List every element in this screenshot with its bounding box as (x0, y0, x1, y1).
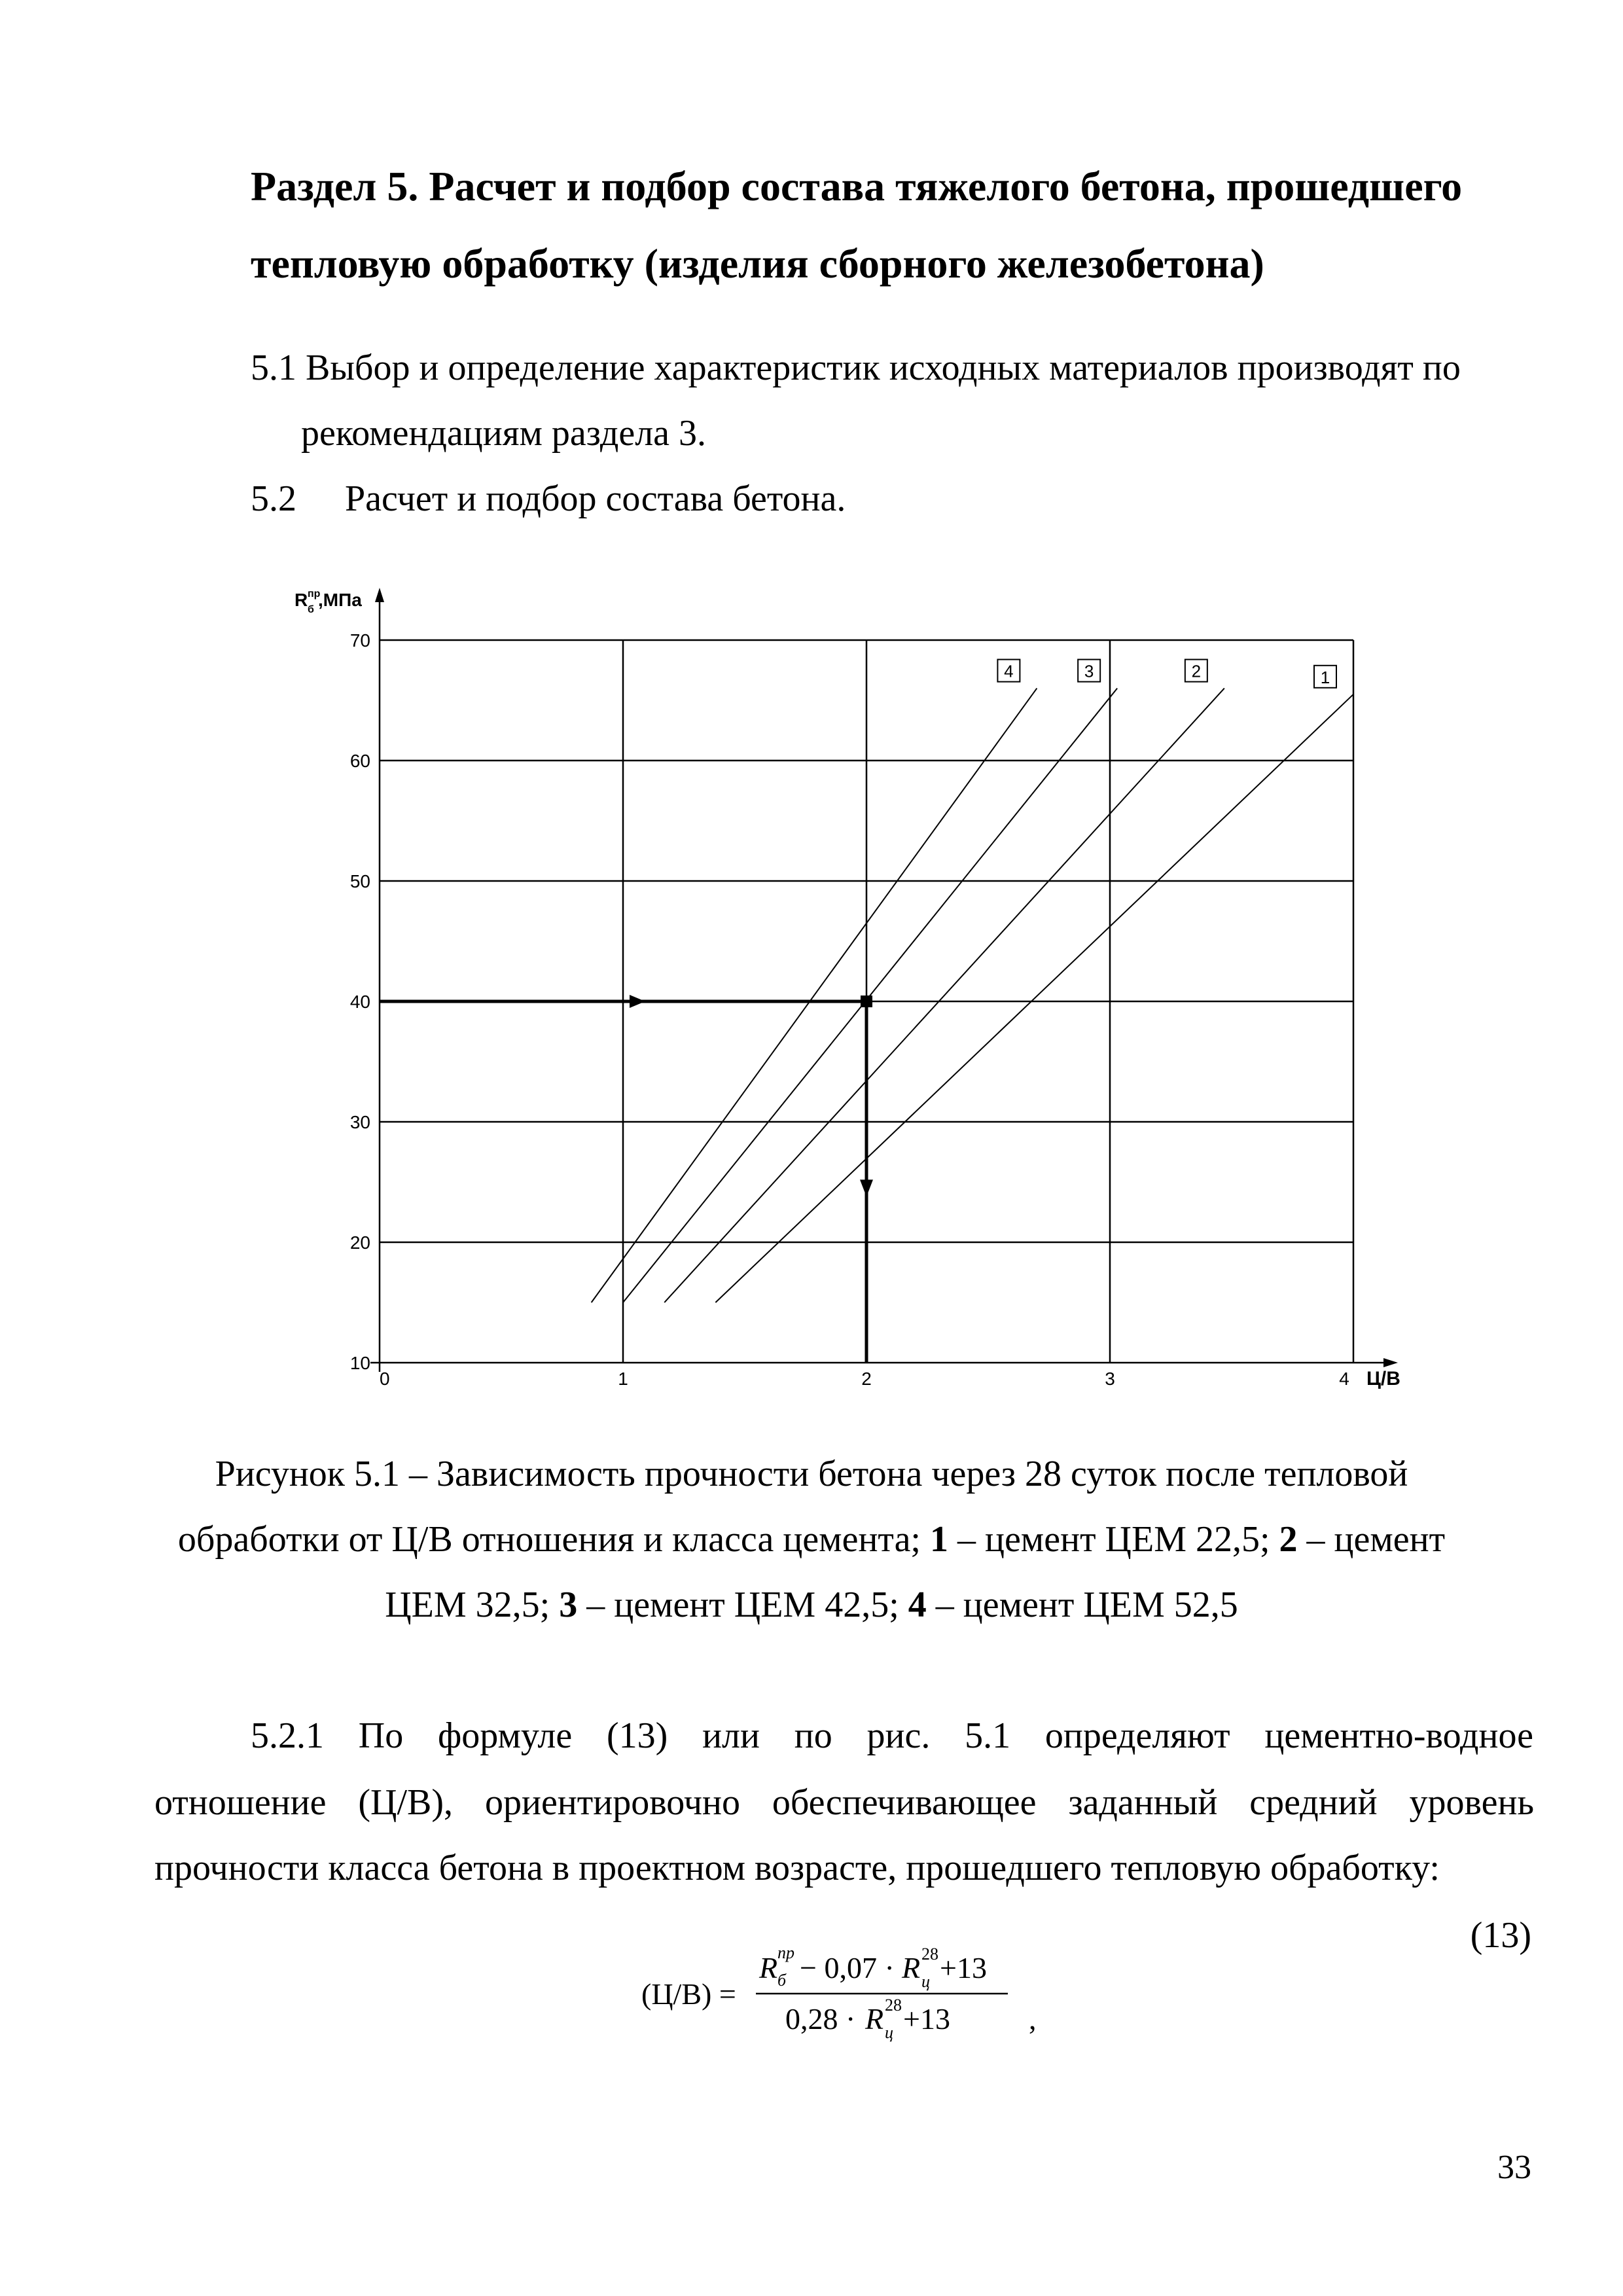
paragraph-5-1-line-1: 5.1 Выбор и определение характеристик исходных материалов производят по (251, 348, 1461, 388)
y-axis-arrow (375, 588, 384, 602)
caption-text: – цемент (1297, 1519, 1446, 1560)
caption-text: обработки от Ц/В отношения и класса цемента; (177, 1519, 930, 1560)
formula-sub-c: ц (885, 2023, 893, 2042)
formula-number: (13) (1470, 1915, 1531, 1956)
paragraph-5-2-1-line-2: отношение (Ц/В), ориентировочно обеспечивающее заданный средний уровень (154, 1782, 1534, 1823)
formula-den-pre: 0,28 · (785, 2002, 856, 2036)
paragraph-5-2-text: Расчет и подбор состава бетона. (345, 478, 846, 519)
y-axis-label-sup: пр (308, 588, 321, 600)
paragraph-5-2-1-line-3: прочности класса бетона в проектном возрасте, прошедшего тепловую обработку: (154, 1848, 1440, 1888)
annotation-point (861, 996, 872, 1007)
formula-sup-pr: пр (777, 1943, 794, 1962)
series-line-4 (592, 689, 1037, 1302)
strength-chart (288, 583, 1427, 1414)
series-label-2: 2 (1191, 661, 1202, 681)
formula-r: R (902, 1951, 921, 1984)
y-axis-label-unit: ,МПа (318, 590, 362, 610)
formula-num-mid: − 0,07 · (800, 1951, 895, 1984)
y-tick-label: 10 (349, 1353, 370, 1373)
formula-den-end: +13 (903, 2002, 950, 2036)
figure-caption-line-2 (0, 1518, 1623, 1560)
caption-text: – цемент ЦЕМ 52,5 (926, 1585, 1238, 1625)
formula-13 (628, 1931, 1086, 2042)
y-tick-label: 70 (349, 630, 370, 651)
page-number: 33 (1497, 2149, 1531, 2186)
y-tick-label: 60 (349, 751, 370, 771)
formula-sup-28: 28 (921, 1945, 938, 1964)
chart-annotation (380, 995, 873, 1363)
formula-r: R (865, 2002, 884, 2036)
chart-axes (370, 588, 1398, 1372)
x-tick-label: 1 (618, 1369, 628, 1389)
x-axis-arrow (1383, 1358, 1398, 1367)
formula-sup-28: 28 (885, 1996, 902, 2015)
paragraph-5-1-line-2: рекомендациям раздела 3. (301, 413, 707, 454)
y-axis-label-sub: б (308, 604, 314, 615)
formula-sub-c: ц (921, 1972, 930, 1991)
paragraph-5-2-1-line-1: 5.2.1 По формуле (13) или по рис. 5.1 определяют цементно-водное (251, 1715, 1533, 1756)
chart-ticks (294, 588, 1400, 1390)
chart-series (592, 660, 1353, 1302)
caption-text: ЦЕМ 32,5; (385, 1585, 560, 1625)
caption-cement-4: 4 (908, 1585, 927, 1625)
formula-num-end: +13 (940, 1951, 987, 1984)
x-tick-label: 4 (1339, 1369, 1349, 1389)
x-axis-label: Ц/В (1366, 1368, 1400, 1390)
formula-lhs: (Ц/В) = (641, 1977, 736, 2011)
caption-cement-3: 3 (559, 1585, 578, 1625)
y-tick-label: 30 (349, 1112, 370, 1132)
heading-line-2: тепловую обработку (изделия сборного железобетона) (251, 240, 1264, 287)
caption-text: – цемент ЦЕМ 22,5; (948, 1519, 1279, 1560)
series-label-4: 4 (1004, 661, 1014, 681)
caption-cement-1: 1 (929, 1519, 948, 1560)
annotation-arrow-down (860, 1179, 873, 1196)
series-label-3: 3 (1084, 661, 1094, 681)
paragraph-5-2-number: 5.2 (251, 478, 296, 519)
series-line-3 (623, 689, 1117, 1302)
formula-r: R (759, 1951, 778, 1984)
series-line-2 (664, 689, 1224, 1302)
formula-comma: , (1029, 2002, 1037, 2036)
figure-caption-line-3 (0, 1584, 1623, 1626)
heading-line-1: Раздел 5. Расчет и подбор состава тяжелого бетона, прошедшего (251, 163, 1463, 209)
y-tick-label: 20 (349, 1232, 370, 1253)
x-tick-label: 0 (380, 1369, 390, 1389)
caption-text: – цемент ЦЕМ 42,5; (577, 1585, 908, 1625)
series-label-1: 1 (1320, 667, 1330, 687)
annotation-arrow-right (630, 995, 645, 1008)
y-tick-label: 50 (349, 871, 370, 891)
x-tick-label: 2 (861, 1369, 872, 1389)
y-axis-label: R (294, 590, 308, 610)
figure-caption-line-1: Рисунок 5.1 – Зависимость прочности бетона через 28 суток после тепловой (215, 1454, 1408, 1494)
formula-sub-b: б (777, 1971, 787, 1990)
x-tick-label: 3 (1105, 1369, 1115, 1389)
y-tick-label: 40 (349, 992, 370, 1012)
caption-cement-2: 2 (1279, 1519, 1298, 1560)
